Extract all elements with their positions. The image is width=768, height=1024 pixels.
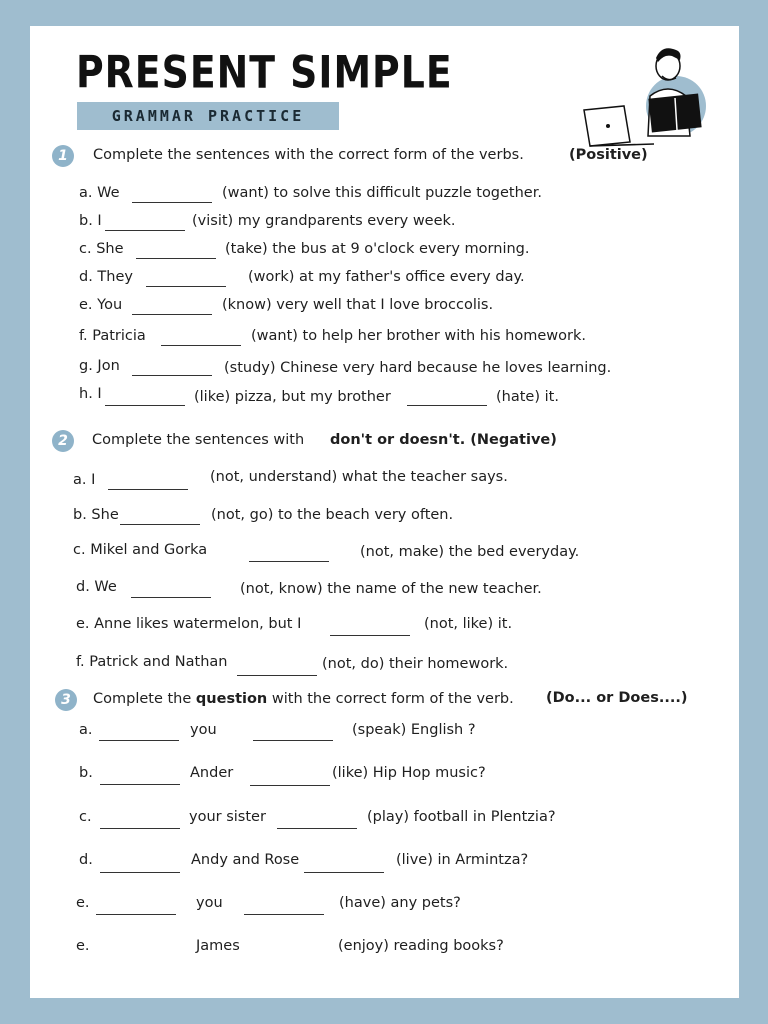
item-label: e. Anne likes watermelon, but I	[76, 616, 302, 632]
answer-blank[interactable]	[304, 872, 384, 873]
item-label: a. We	[79, 185, 120, 201]
item-label: h. I	[79, 386, 102, 402]
item-text: (not, know) the name of the new teacher.	[240, 581, 542, 597]
answer-blank[interactable]	[100, 872, 180, 873]
item-text: (know) very well that I love broccolis.	[222, 297, 494, 313]
exercise-1g	[79, 358, 679, 380]
item-label: b. I	[79, 213, 102, 229]
laptop-icon	[584, 106, 654, 146]
exercise-2f	[76, 654, 676, 678]
item-subject: Ander	[190, 765, 234, 781]
exercise-2a	[73, 469, 673, 493]
item-label: c.	[79, 809, 92, 825]
item-text-end: (hate) it.	[496, 389, 559, 405]
item-label: a. I	[73, 472, 96, 488]
section-2-tag: don't or doesn't. (Negative)	[330, 432, 557, 448]
answer-blank[interactable]	[108, 489, 188, 490]
item-text: (take) the bus at 9 o'clock every morning.	[225, 241, 530, 257]
answer-blank[interactable]	[100, 784, 180, 785]
item-text: (not, make) the bed everyday.	[360, 544, 580, 560]
item-text: (want) to help her brother with his homework.	[251, 328, 586, 344]
answer-blank[interactable]	[277, 828, 357, 829]
section-1-header	[52, 145, 712, 169]
item-text: (have) any pets?	[339, 895, 461, 911]
worksheet-subtitle: GRAMMAR PRACTICE	[111, 107, 305, 125]
item-text: (work) at my father's office every day.	[248, 269, 525, 285]
answer-blank[interactable]	[99, 740, 179, 741]
item-label: e. You	[79, 297, 123, 313]
answer-blank[interactable]	[161, 345, 241, 346]
answer-blank[interactable]	[120, 524, 200, 525]
item-label: c. Mikel and Gorka	[73, 542, 208, 558]
answer-blank[interactable]	[136, 258, 216, 259]
exercise-3e	[76, 895, 676, 919]
answer-blank[interactable]	[249, 561, 329, 562]
section-3-header	[55, 689, 715, 713]
answer-blank[interactable]	[146, 286, 226, 287]
section-2-header	[52, 430, 712, 454]
item-label: e.	[76, 938, 90, 954]
answer-blank[interactable]	[105, 405, 185, 406]
exercise-1c	[79, 241, 679, 263]
item-text: (enjoy) reading books?	[338, 938, 504, 954]
item-subject: Andy and Rose	[191, 852, 300, 868]
item-text: (play) football in Plentzia?	[367, 809, 556, 825]
answer-blank[interactable]	[330, 635, 410, 636]
item-label: f. Patrick and Nathan	[76, 654, 228, 670]
item-text: (not, like) it.	[424, 616, 513, 632]
section-3-number-badge: 3	[55, 689, 77, 711]
answer-blank[interactable]	[100, 828, 180, 829]
subtitle-banner	[77, 102, 339, 130]
item-label: b. She	[73, 507, 119, 523]
item-label: d. We	[76, 579, 117, 595]
item-text: (not, understand) what the teacher says.	[210, 469, 508, 485]
answer-blank[interactable]	[407, 405, 487, 406]
section-2-instruction: Complete the sentences with	[92, 432, 305, 448]
exercise-1f	[79, 328, 679, 350]
item-subject: you	[196, 895, 223, 911]
section-3-tag: (Do... or Does....)	[546, 690, 688, 706]
item-text: (study) Chinese very hard because he loves learning.	[224, 360, 612, 376]
section-2-number-badge: 2	[52, 430, 74, 452]
answer-blank[interactable]	[105, 230, 185, 231]
item-label: b.	[79, 765, 93, 781]
exercise-3a	[79, 722, 679, 746]
exercise-2d	[76, 579, 676, 603]
exercise-1a	[79, 185, 679, 207]
exercise-2c	[73, 542, 673, 566]
item-label: a.	[79, 722, 93, 738]
item-label: d.	[79, 852, 93, 868]
exercise-1b	[79, 213, 679, 235]
man-reading-book-illustration	[578, 38, 708, 150]
item-label: e.	[76, 895, 90, 911]
instruction-post: with the correct form of the verb.	[271, 691, 514, 707]
answer-blank[interactable]	[250, 785, 330, 786]
exercise-3b	[79, 765, 679, 789]
answer-blank[interactable]	[253, 740, 333, 741]
exercise-2e	[76, 616, 676, 640]
item-label: f. Patricia	[79, 328, 146, 344]
section-1-tag: (Positive)	[569, 147, 648, 163]
answer-blank[interactable]	[132, 375, 212, 376]
item-label: c. She	[79, 241, 124, 257]
answer-blank[interactable]	[244, 914, 324, 915]
section-1-number-badge: 1	[52, 145, 74, 167]
answer-blank[interactable]	[237, 675, 317, 676]
item-text: (visit) my grandparents every week.	[192, 213, 456, 229]
answer-blank[interactable]	[96, 914, 176, 915]
exercise-3f	[76, 938, 676, 962]
exercise-1h	[79, 386, 679, 410]
exercise-3c	[79, 809, 679, 833]
item-subject: your sister	[189, 809, 266, 825]
worksheet-page	[30, 26, 739, 998]
item-text: (like) pizza, but my brother	[194, 389, 391, 405]
worksheet-title: PRESENT SIMPLE	[76, 46, 453, 99]
instruction-bold: question	[195, 691, 268, 707]
exercise-3d	[79, 852, 679, 876]
item-subject: you	[190, 722, 217, 738]
item-text: (speak) English ?	[352, 722, 476, 738]
section-3-instruction	[93, 691, 514, 707]
item-text: (like) Hip Hop music?	[332, 765, 486, 781]
item-subject: James	[196, 938, 240, 954]
exercise-1d	[79, 269, 679, 291]
item-text: (want) to solve this difficult puzzle together.	[222, 185, 542, 201]
item-label: d. They	[79, 269, 133, 285]
item-label: g. Jon	[79, 358, 120, 374]
item-text: (not, go) to the beach very often.	[211, 507, 454, 523]
answer-blank[interactable]	[132, 202, 212, 203]
section-1-instruction: Complete the sentences with the correct form of the verbs.	[93, 147, 524, 163]
item-text: (not, do) their homework.	[322, 656, 509, 672]
answer-blank[interactable]	[131, 597, 211, 598]
exercise-1e	[79, 297, 679, 319]
item-text: (live) in Armintza?	[396, 852, 529, 868]
instruction-pre: Complete the	[93, 691, 192, 707]
answer-blank[interactable]	[132, 314, 212, 315]
exercise-2b	[73, 507, 673, 529]
